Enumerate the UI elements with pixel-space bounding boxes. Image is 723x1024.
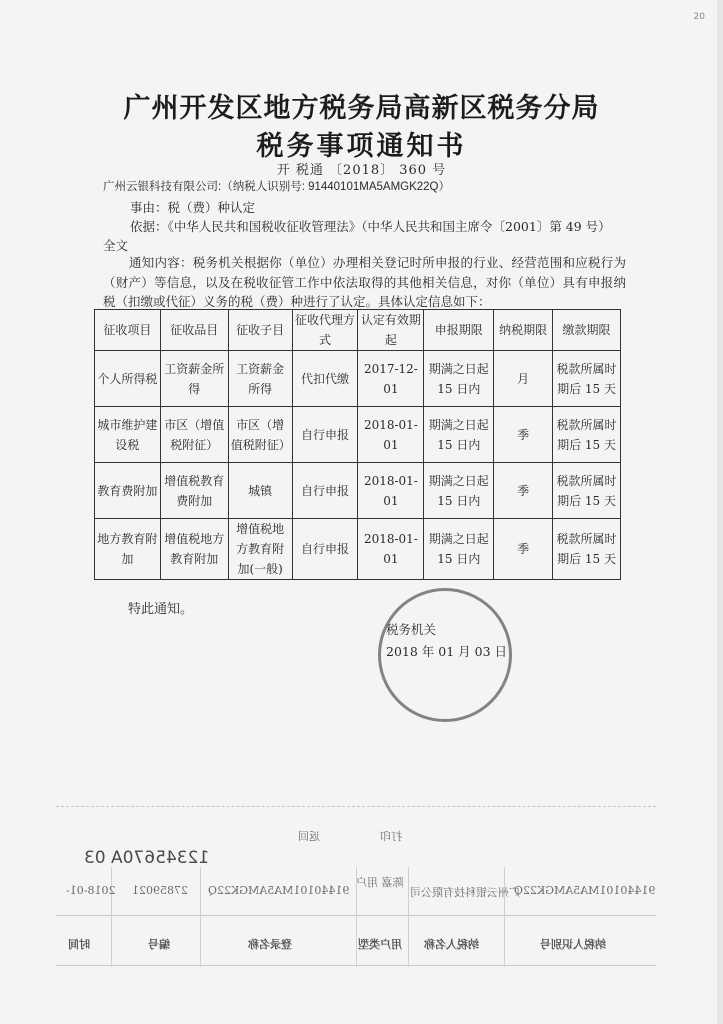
notice-content: 通知内容：税务机关根据你（单位）办理相关登记时所申报的行业、经营范围和应税行为（财产）等信息，以及在税收征管工作中依法取得的其他相关信息，对你（单位）具有申报纳税（扣缴或代征）义务的税（费）种进行了认定。具体认定信息如下：	[103, 255, 626, 309]
basis-line: 依据：《中华人民共和国税收征收管理法》（中华人民共和国主席令〔2001〕第 49 号）	[130, 219, 611, 234]
table-cell: 2018-01-01	[358, 407, 424, 463]
table-cell: 季	[494, 519, 553, 580]
table-cell: 2018-01-01	[358, 463, 424, 519]
table-cell: 自行申报	[292, 463, 358, 519]
table-header-row	[95, 310, 621, 351]
table-cell: 教育费附加	[95, 463, 161, 519]
matter-line: 事由：税（费）种认定	[130, 200, 256, 215]
table-row	[95, 351, 621, 407]
table-row	[95, 407, 621, 463]
header-cell: 征收项目	[95, 310, 161, 351]
table-cell: 工资薪金所得	[160, 351, 228, 407]
taxpayer-line: 广州云银科技有限公司:（纳税人识别号: 91440101MA5AMGK22Q）	[103, 181, 450, 193]
bleed-header-usertype: 用户类型	[358, 938, 402, 951]
header-cell: 认定有效期起	[358, 310, 424, 351]
document-number: 开 税通 〔2018〕 360 号	[276, 163, 447, 178]
table-cell: 增值税地方教育附加(一般)	[228, 519, 292, 580]
table-cell: 地方教育附加	[95, 519, 161, 580]
table-cell: 2017-12-01	[358, 351, 424, 407]
corner-mark: 20	[693, 12, 705, 22]
table-row	[95, 463, 621, 519]
bleed-header-login: 登录名称	[248, 938, 292, 951]
bleed-header-number: 编号	[148, 938, 170, 951]
header-cell: 纳税期限	[494, 310, 553, 351]
bleed-taxid-right: 91440101MA5AMGK22Q	[514, 884, 656, 897]
bleed-header-taxpayer-name: 纳税人名称	[424, 938, 479, 951]
tax-determination-table	[94, 309, 621, 580]
tax-authority-label: 税务机关	[386, 622, 437, 637]
bleed-user-cell: 陈嘉 用户	[356, 876, 404, 889]
table-cell: 市区（增值税附征）	[228, 407, 292, 463]
table-cell: 税款所属时期后 15 天	[553, 463, 621, 519]
table-cell: 工资薪金所得	[228, 351, 292, 407]
table-row	[95, 519, 621, 580]
issue-date: 2018 年 01 月 03 日	[386, 644, 507, 659]
table-cell: 季	[494, 407, 553, 463]
bleed-taxid-left: 91440101MA5AMGK22Q	[208, 884, 350, 897]
table-cell: 期满之日起 15 日内	[424, 351, 494, 407]
table-cell: 城市维护建设税	[95, 407, 161, 463]
table-cell: 期满之日起 15 日内	[424, 407, 494, 463]
bleed-code-cell: 27859021	[132, 884, 188, 897]
table-cell: 自行申报	[292, 519, 358, 580]
document-title-authority: 广州开发区地方税务局高新区税务分局	[123, 93, 600, 124]
header-cell: 征收品目	[160, 310, 228, 351]
table-cell: 个人所得税	[95, 351, 161, 407]
bleed-date-cell: 2018-01-	[66, 884, 116, 897]
bleed-header-time: 时间	[68, 938, 90, 951]
bleed-print-label: 打印	[380, 830, 402, 843]
signature-block	[386, 619, 507, 663]
document-title: 税务事项通知书	[256, 131, 467, 162]
table-cell: 城镇	[228, 463, 292, 519]
full-text-label: 全文	[103, 238, 129, 253]
header-cell: 缴款期限	[553, 310, 621, 351]
table-cell: 增值税教育费附加	[160, 463, 228, 519]
table-cell: 增值税地方教育附加	[160, 519, 228, 580]
table-cell: 市区（增值税附征）	[160, 407, 228, 463]
table-cell: 期满之日起 15 日内	[424, 519, 494, 580]
header-cell: 申报期限	[424, 310, 494, 351]
notice-closing: 特此通知。	[128, 602, 194, 617]
table-cell: 税款所属时期后 15 天	[553, 351, 621, 407]
table-cell: 自行申报	[292, 407, 358, 463]
bleed-handwriting: 12345670A 03	[84, 848, 210, 868]
bleed-header-taxpayer-id: 纳税人识别号	[540, 938, 606, 951]
table-cell: 代扣代缴	[292, 351, 358, 407]
table-cell: 月	[494, 351, 553, 407]
bleed-company-cell: 广州云银科技有限公司	[410, 886, 520, 899]
table-cell: 期满之日起 15 日内	[424, 463, 494, 519]
header-cell: 征收子目	[228, 310, 292, 351]
table-cell: 2018-01-01	[358, 519, 424, 580]
table-cell: 季	[494, 463, 553, 519]
table-cell: 税款所属时期后 15 天	[553, 519, 621, 580]
header-cell: 征收代理方式	[292, 310, 358, 351]
table-cell: 税款所属时期后 15 天	[553, 407, 621, 463]
bleed-return-label: 返回	[298, 830, 320, 843]
